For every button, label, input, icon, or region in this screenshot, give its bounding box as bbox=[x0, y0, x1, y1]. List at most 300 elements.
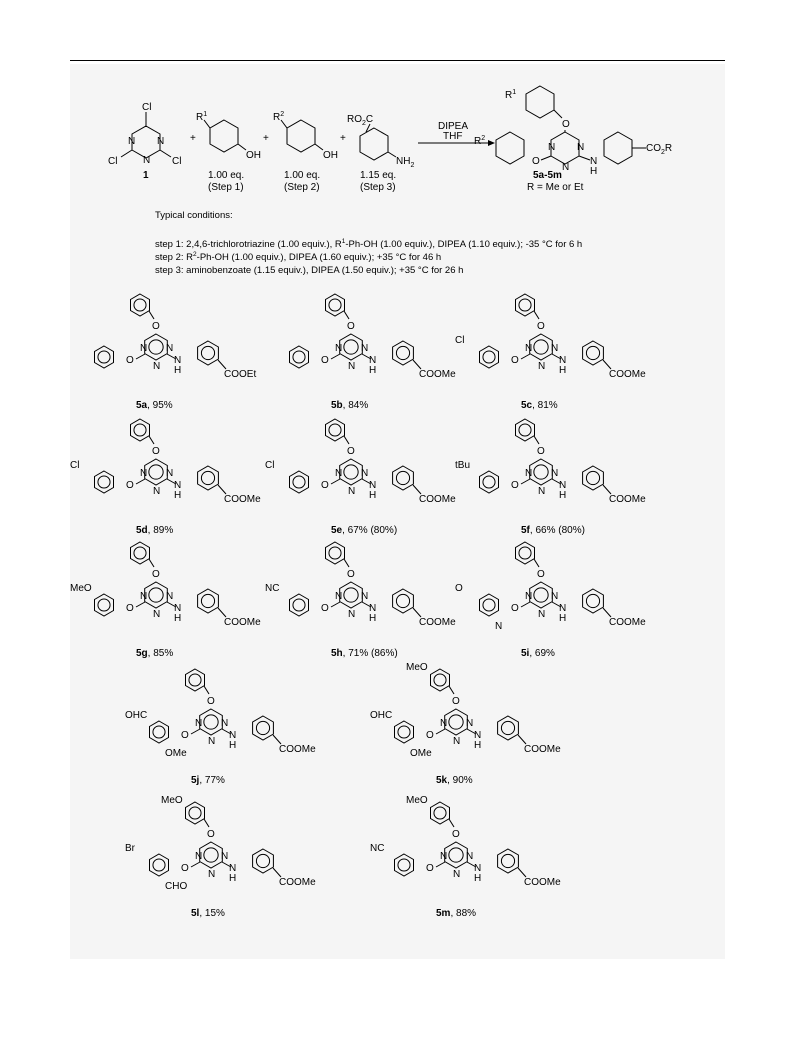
bond bbox=[603, 608, 611, 617]
benzoate-ring bbox=[583, 589, 604, 613]
compound-yield: , 67% (80%) bbox=[342, 525, 398, 536]
nitrogen-label: N bbox=[551, 591, 559, 602]
triazine-ring bbox=[530, 334, 553, 360]
nitrogen-label: N bbox=[221, 718, 229, 729]
step1-text-a: step 1: 2,4,6-trichlorotriazine (1.00 equiv.), R bbox=[155, 239, 342, 250]
benzoate-ring bbox=[253, 849, 274, 873]
compound-yield: , 95% bbox=[147, 400, 173, 411]
compound-caption bbox=[191, 775, 225, 786]
nitrogen-label: N bbox=[369, 480, 377, 491]
benzoate-ring bbox=[253, 716, 274, 740]
left-aryl-ring bbox=[95, 471, 114, 493]
compound-5k bbox=[370, 662, 561, 786]
aromatic-circle bbox=[534, 465, 548, 479]
substituent-label: NC bbox=[370, 843, 385, 854]
compound-5e bbox=[265, 419, 456, 536]
ester-label: COOMe bbox=[609, 494, 646, 505]
left-aryl-ring bbox=[480, 346, 499, 368]
svg-text:R2 bbox=[474, 135, 485, 147]
svg-text:CO2R bbox=[646, 143, 672, 156]
substituent-label: MeO bbox=[406, 795, 428, 806]
nitrogen-label: N bbox=[166, 591, 174, 602]
ester-label: COOMe bbox=[419, 617, 456, 628]
bond bbox=[344, 436, 349, 444]
compound-caption bbox=[191, 908, 225, 919]
ester-label: CO bbox=[646, 143, 661, 154]
nitrogen-label: N bbox=[538, 609, 546, 620]
left-aryl-ring bbox=[95, 594, 114, 616]
svg-text:step 1: 2,4,6-trichlorotriazin bbox=[155, 238, 582, 250]
nitrogen-label: N bbox=[369, 355, 377, 366]
step3-text: step 3: aminobenzoate (1.15 equiv.), DIPEA (1.50 equiv.); +35 °C for 26 h bbox=[155, 265, 464, 276]
plus-sign: + bbox=[190, 133, 196, 144]
nitrogen-label: N bbox=[174, 480, 182, 491]
r1-superscript: 1 bbox=[341, 238, 346, 245]
product-note: R = Me or Et bbox=[527, 182, 584, 193]
r-label: R bbox=[664, 143, 673, 154]
compound-caption bbox=[331, 648, 398, 659]
aromatic-circle bbox=[293, 599, 305, 611]
hydrogen-label: H bbox=[229, 873, 237, 884]
nitrogen-label: N bbox=[525, 468, 533, 479]
bond bbox=[218, 485, 226, 494]
step1-label: (Step 1) bbox=[208, 182, 244, 193]
oxygen-label: O bbox=[452, 696, 460, 707]
ester-label: COOMe bbox=[524, 877, 561, 888]
bond bbox=[191, 729, 200, 734]
ester-label: COOMe bbox=[419, 494, 456, 505]
bond bbox=[344, 559, 349, 567]
substituent-label: Br bbox=[125, 843, 135, 854]
triazine-ring bbox=[145, 334, 168, 360]
aromatic-circle bbox=[256, 721, 269, 734]
oxygen-label: O bbox=[152, 321, 160, 332]
eq1-label: 1.00 eq. bbox=[208, 170, 245, 181]
bond bbox=[534, 311, 539, 319]
top-aryl-ring bbox=[326, 294, 345, 316]
bond bbox=[449, 686, 454, 694]
hydrogen-label: H bbox=[559, 613, 567, 624]
top-aryl-ring bbox=[326, 419, 345, 441]
compound-caption bbox=[331, 525, 397, 536]
nitrogen-label: N bbox=[559, 480, 567, 491]
bond bbox=[273, 735, 281, 744]
ester-label: COOMe bbox=[224, 617, 261, 628]
ester-label: COOMe bbox=[279, 744, 316, 755]
nitrogen-label: N bbox=[208, 869, 216, 880]
compound-yield: , 81% bbox=[532, 400, 558, 411]
compound-caption bbox=[136, 648, 173, 659]
bond bbox=[204, 819, 209, 827]
conditions-heading: Typical conditions: bbox=[155, 210, 233, 221]
compound-caption bbox=[436, 908, 476, 919]
aromatic-circle bbox=[153, 859, 165, 871]
triazine-ring bbox=[445, 842, 468, 868]
nitrogen-label: N bbox=[548, 142, 556, 153]
nitrogen-label: N bbox=[174, 355, 182, 366]
compound-5j bbox=[125, 669, 316, 786]
bond bbox=[518, 735, 526, 744]
compound-id: 5j bbox=[191, 775, 200, 786]
compound-5a bbox=[95, 294, 257, 411]
ester-label: RO bbox=[347, 114, 362, 125]
oxygen-label: O bbox=[452, 829, 460, 840]
aromatic-circle bbox=[344, 465, 358, 479]
oxygen-label: O bbox=[207, 696, 215, 707]
aromatic-circle bbox=[586, 594, 599, 607]
triazine-ring bbox=[200, 709, 223, 735]
r2-label: R bbox=[273, 112, 281, 123]
left-aryl-ring bbox=[395, 854, 414, 876]
top-aryl-ring bbox=[186, 669, 205, 691]
triazine-ring bbox=[530, 459, 553, 485]
ester-label: COOMe bbox=[609, 369, 646, 380]
compound-5d bbox=[70, 419, 261, 536]
nitrogen-label: N bbox=[453, 869, 461, 880]
hydrogen-label: H bbox=[229, 740, 237, 751]
oxygen-label: O bbox=[347, 321, 355, 332]
r1-superscript: 1 bbox=[203, 111, 208, 118]
top-aryl-ring bbox=[326, 542, 345, 564]
aromatic-circle bbox=[98, 476, 110, 488]
nitrogen-label: N bbox=[153, 609, 161, 620]
substituent-label: Cl bbox=[70, 460, 80, 471]
compound-yield: , 90% bbox=[447, 775, 473, 786]
aromatic-circle bbox=[534, 588, 548, 602]
bond bbox=[518, 868, 526, 877]
substituent-label: O bbox=[455, 583, 463, 594]
aromatic-circle bbox=[201, 471, 214, 484]
reaction-arrow bbox=[418, 121, 495, 146]
aromatic-circle bbox=[449, 848, 463, 862]
step2-text-b: -Ph-OH (1.00 equiv.), DIPEA (1.60 equiv.); +35 °C for 46 h bbox=[196, 252, 442, 263]
benzoate-ring bbox=[498, 849, 519, 873]
svg-text:R1 bbox=[505, 89, 516, 101]
oxygen-label: O bbox=[321, 603, 329, 614]
compound-5h bbox=[265, 542, 456, 659]
substituent-label: N bbox=[495, 621, 503, 632]
aromatic-circle bbox=[204, 848, 218, 862]
compound-id: 5l bbox=[191, 908, 200, 919]
oxygen-label: O bbox=[537, 569, 545, 580]
compound-id: 5h bbox=[331, 648, 343, 659]
oxygen-label: O bbox=[152, 569, 160, 580]
bond bbox=[331, 479, 340, 484]
compound-yield: , 77% bbox=[199, 775, 225, 786]
bond bbox=[413, 485, 421, 494]
compound-caption bbox=[331, 400, 368, 411]
nitrogen-label: N bbox=[369, 603, 377, 614]
bond bbox=[136, 354, 145, 359]
benzoate-ring bbox=[198, 341, 219, 365]
aromatic-circle bbox=[153, 726, 165, 738]
aromatic-circle bbox=[396, 594, 409, 607]
aromatic-circle bbox=[344, 340, 358, 354]
eq2-label: 1.00 eq. bbox=[284, 170, 321, 181]
bond bbox=[191, 862, 200, 867]
bond bbox=[534, 436, 539, 444]
nitrogen-label: N bbox=[538, 486, 546, 497]
aromatic-circle bbox=[519, 299, 531, 311]
phenol-r1-structure bbox=[196, 111, 261, 193]
compound-5m bbox=[370, 795, 561, 919]
substituent-label: OMe bbox=[165, 748, 187, 759]
nitrogen-label: N bbox=[466, 718, 474, 729]
compound-yield: , 66% (80%) bbox=[529, 525, 585, 536]
nitrogen-label: N bbox=[166, 468, 174, 479]
bond bbox=[218, 608, 226, 617]
substituent-label: Cl bbox=[455, 335, 465, 346]
aromatic-circle bbox=[204, 715, 218, 729]
top-aryl-ring bbox=[131, 542, 150, 564]
bond bbox=[521, 602, 530, 607]
compound-yield: , 71% (86%) bbox=[342, 648, 398, 659]
nitrogen-label: N bbox=[229, 730, 237, 741]
nitrogen-label: N bbox=[166, 343, 174, 354]
nitrogen-label: N bbox=[474, 863, 482, 874]
hydrogen-label: H bbox=[474, 873, 482, 884]
aromatic-circle bbox=[134, 424, 146, 436]
oxygen-label: O bbox=[152, 446, 160, 457]
nitrogen-label: N bbox=[229, 863, 237, 874]
nitrogen-label: N bbox=[538, 361, 546, 372]
substituent-label: tBu bbox=[455, 460, 471, 471]
aromatic-circle bbox=[586, 346, 599, 359]
nitrogen-label: N bbox=[466, 851, 474, 862]
ester-label: COOMe bbox=[609, 617, 646, 628]
oxygen-label: O bbox=[126, 480, 134, 491]
oxygen-label: O bbox=[347, 569, 355, 580]
bond bbox=[449, 819, 454, 827]
nitrogen-label: N bbox=[474, 730, 482, 741]
compound-id: 5m bbox=[436, 908, 451, 919]
subscript-2: 2 bbox=[362, 120, 366, 127]
bond bbox=[344, 311, 349, 319]
trichlorotriazine-structure bbox=[108, 102, 181, 181]
subscript-2: 2 bbox=[661, 149, 665, 156]
aromatic-circle bbox=[501, 854, 514, 867]
plus-sign: + bbox=[263, 133, 269, 144]
compound-5g bbox=[70, 542, 261, 659]
compound-caption bbox=[136, 400, 173, 411]
ester-label: COOEt bbox=[224, 369, 257, 380]
nitrogen-label: N bbox=[590, 156, 598, 167]
aromatic-circle bbox=[519, 547, 531, 559]
aromatic-circle bbox=[256, 854, 269, 867]
svg-text:R1 bbox=[196, 111, 207, 123]
compound-id: 5b bbox=[331, 400, 343, 411]
oxygen-label: O bbox=[321, 480, 329, 491]
top-aryl-ring bbox=[516, 294, 535, 316]
aromatic-circle bbox=[98, 599, 110, 611]
r2-superscript: 2 bbox=[193, 251, 197, 258]
aromatic-circle bbox=[483, 476, 495, 488]
hydrogen-label: H bbox=[559, 490, 567, 501]
nitrogen-label: N bbox=[559, 355, 567, 366]
triazine-ring bbox=[145, 582, 168, 608]
oxygen-label: O bbox=[537, 321, 545, 332]
arrow-reagent-label: DIPEA bbox=[438, 121, 469, 132]
r2-superscript: 2 bbox=[481, 135, 486, 142]
aminobenzoate-structure bbox=[347, 114, 414, 193]
aromatic-circle bbox=[201, 346, 214, 359]
bond bbox=[136, 602, 145, 607]
substituent-label: MeO bbox=[161, 795, 183, 806]
substituent-label: MeO bbox=[406, 662, 428, 673]
top-aryl-ring bbox=[131, 419, 150, 441]
product-structure bbox=[474, 86, 672, 193]
reaction-scheme bbox=[108, 86, 672, 193]
nitrogen-label: N bbox=[195, 718, 203, 729]
amine-label: NH bbox=[396, 156, 411, 167]
subscript-2: 2 bbox=[410, 162, 415, 169]
nitrogen-label: N bbox=[174, 603, 182, 614]
step3-label: (Step 3) bbox=[360, 182, 396, 193]
oxygen-label: O bbox=[537, 446, 545, 457]
substituent-label: NC bbox=[265, 583, 280, 594]
aromatic-circle bbox=[293, 351, 305, 363]
ester-label: COOMe bbox=[224, 494, 261, 505]
triazine-ring bbox=[200, 842, 223, 868]
bond bbox=[149, 436, 154, 444]
bond bbox=[136, 479, 145, 484]
oxygen-label: O bbox=[511, 355, 519, 366]
compound-id: 5e bbox=[331, 525, 343, 536]
aromatic-circle bbox=[134, 547, 146, 559]
compound-yield: , 89% bbox=[147, 525, 174, 536]
aromatic-circle bbox=[98, 351, 110, 363]
nitrogen-label: N bbox=[559, 603, 567, 614]
r1-label: R bbox=[505, 90, 513, 101]
oxygen-label: O bbox=[426, 730, 434, 741]
nitrogen-label: N bbox=[361, 468, 369, 479]
oxygen-label: O bbox=[347, 446, 355, 457]
oxygen-label: O bbox=[126, 603, 134, 614]
bond bbox=[534, 559, 539, 567]
triazine-ring bbox=[145, 459, 168, 485]
bond bbox=[436, 729, 445, 734]
triazine-ring bbox=[530, 582, 553, 608]
left-aryl-ring bbox=[150, 721, 169, 743]
hydroxyl-label: OH bbox=[246, 150, 261, 161]
triazine-ring bbox=[340, 459, 363, 485]
aromatic-circle bbox=[396, 471, 409, 484]
nitrogen-label: N bbox=[128, 136, 136, 147]
bond bbox=[436, 862, 445, 867]
bond bbox=[149, 559, 154, 567]
aromatic-circle bbox=[449, 715, 463, 729]
nitrogen-label: N bbox=[153, 361, 161, 372]
nitrogen-label: N bbox=[361, 591, 369, 602]
aromatic-circle bbox=[329, 299, 341, 311]
ester-label: COOMe bbox=[524, 744, 561, 755]
nitrogen-label: N bbox=[140, 343, 148, 354]
r1-superscript: 1 bbox=[512, 89, 517, 96]
top-aryl-ring bbox=[431, 802, 450, 824]
compound-id: 5k bbox=[436, 775, 448, 786]
carbon-label: C bbox=[365, 114, 374, 125]
aromatic-circle bbox=[483, 599, 495, 611]
bond bbox=[149, 311, 154, 319]
product-label: 5a-5m bbox=[533, 170, 562, 181]
top-aryl-ring bbox=[516, 419, 535, 441]
benzoate-ring bbox=[498, 716, 519, 740]
left-aryl-ring bbox=[480, 471, 499, 493]
hydrogen-label: H bbox=[369, 613, 377, 624]
aromatic-circle bbox=[293, 476, 305, 488]
nitrogen-label: N bbox=[140, 591, 148, 602]
aromatic-circle bbox=[519, 424, 531, 436]
benzoate-ring bbox=[198, 466, 219, 490]
oxygen-label: O bbox=[126, 355, 134, 366]
step2-text-a: step 2: R bbox=[155, 252, 194, 263]
nitrogen-label: N bbox=[143, 155, 151, 166]
aromatic-circle bbox=[586, 471, 599, 484]
aromatic-circle bbox=[189, 674, 201, 686]
left-aryl-ring bbox=[480, 594, 499, 616]
triazine-ring bbox=[445, 709, 468, 735]
oxygen-label: O bbox=[562, 119, 570, 130]
oxygen-label: O bbox=[426, 863, 434, 874]
bond bbox=[521, 354, 530, 359]
aromatic-circle bbox=[149, 588, 163, 602]
nitrogen-label: N bbox=[153, 486, 161, 497]
r2-superscript: 2 bbox=[280, 111, 285, 118]
typical-conditions bbox=[155, 210, 582, 276]
compound-5c bbox=[455, 294, 646, 411]
left-aryl-ring bbox=[95, 346, 114, 368]
phenol-r2-structure bbox=[273, 111, 338, 193]
benzoate-ring bbox=[583, 466, 604, 490]
nitrogen-label: N bbox=[525, 591, 533, 602]
compound-5f bbox=[455, 419, 646, 536]
aromatic-circle bbox=[534, 340, 548, 354]
oxygen-label: O bbox=[181, 730, 189, 741]
svg-text:R2 bbox=[273, 111, 284, 123]
plus-sign: + bbox=[340, 133, 346, 144]
bond bbox=[331, 354, 340, 359]
hydrogen-label: H bbox=[369, 365, 377, 376]
substituent-label: Cl bbox=[265, 460, 275, 471]
compound-5b bbox=[290, 294, 457, 411]
top-aryl-ring bbox=[131, 294, 150, 316]
substituent-label: OMe bbox=[410, 748, 432, 759]
compound-id: 5f bbox=[521, 525, 530, 536]
benzoate-ring bbox=[393, 466, 414, 490]
nitrogen-label: N bbox=[221, 851, 229, 862]
compound-id: 5g bbox=[136, 648, 148, 659]
oxygen-label: O bbox=[181, 863, 189, 874]
compound-id: 5c bbox=[521, 400, 533, 411]
compound-5i bbox=[455, 542, 646, 659]
hydrogen-label: H bbox=[174, 490, 182, 501]
bond bbox=[204, 686, 209, 694]
nitrogen-label: N bbox=[335, 591, 343, 602]
top-aryl-ring bbox=[431, 669, 450, 691]
hydrogen-label: H bbox=[474, 740, 482, 751]
hydrogen-label: H bbox=[369, 490, 377, 501]
oxygen-label: O bbox=[207, 829, 215, 840]
nitrogen-label: N bbox=[195, 851, 203, 862]
benzoate-ring bbox=[393, 341, 414, 365]
aromatic-circle bbox=[501, 721, 514, 734]
triazine-ring bbox=[340, 582, 363, 608]
chlorine-label: Cl bbox=[142, 102, 152, 113]
reagent-1-label: 1 bbox=[143, 170, 149, 181]
ester-label: COOMe bbox=[419, 369, 456, 380]
bond bbox=[413, 360, 421, 369]
hydrogen-label: H bbox=[590, 166, 598, 177]
